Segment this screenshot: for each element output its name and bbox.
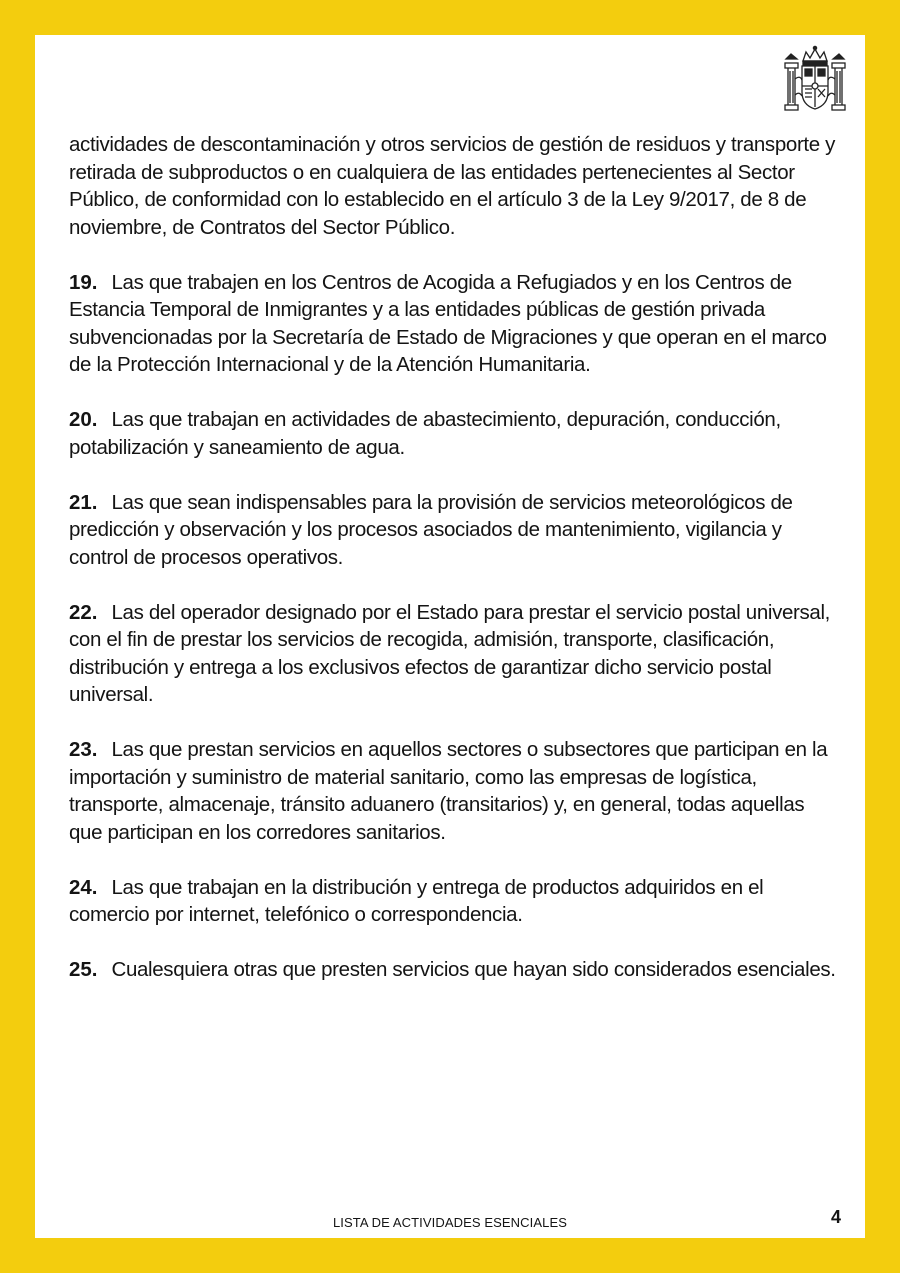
item-text: Las del operador designado por el Estado para prestar el servicio postal universal, con el fin de prestar los servicios de recogida, admisión, transporte, clasificación, distribución y entrega a los exclusivos efectos de garantizar dicho servicio postal universal. (69, 600, 831, 706)
item-text: Las que sean indispensables para la provisión de servicios meteorológicos de predicción y observación y los procesos asociados de mantenimiento, vigilancia y control de procesos operativos. (69, 490, 793, 569)
list-item (69, 874, 841, 929)
item-text: Las que trabajan en actividades de abastecimiento, depuración, conducción, potabilización y saneamiento de agua. (69, 408, 781, 459)
body-text (69, 131, 841, 1011)
item-number: 22. (69, 600, 98, 624)
item-number: 24. (69, 875, 98, 899)
continuation-paragraph: actividades de descontaminación y otros servicios de gestión de residuos y transporte y retirada de subproductos o en cualquiera de las entidades pertenecientes al Sector Público, de conformidad con lo establecido en el artículo 3 de la Ley 9/2017, de 8 de noviembre, de Contratos del Sector Público. (69, 133, 836, 239)
item-number: 25. (69, 958, 98, 981)
coat-of-arms-icon (782, 45, 848, 117)
list-item (69, 599, 841, 709)
item-number: 23. (69, 738, 98, 761)
list-item (69, 956, 841, 984)
page-number: 4 (830, 1207, 841, 1227)
footer-title: LISTA DE ACTIVIDADES ESENCIALES (332, 1215, 568, 1230)
item-number: 19. (69, 270, 98, 294)
list-item (69, 269, 841, 379)
list-item (69, 489, 841, 572)
item-text: Cualesquiera otras que presten servicios que hayan sido considerados esenciales. (111, 958, 836, 981)
item-number: 20. (69, 408, 98, 431)
item-number: 21. (69, 490, 98, 514)
list-item (69, 406, 841, 461)
item-text: Las que prestan servicios en aquellos sectores o subsectores que participan en la importación y suministro de material sanitario, como las empresas de logística, transporte, almacenaje, tránsito aduanero (transitarios) y, en general, todas aquellas que participan en los corredores sanitarios. (69, 738, 828, 844)
document-page (35, 35, 865, 1238)
item-text: Las que trabajan en la distribución y entrega de productos adquiridos en el comercio por internet, telefónico o correspondencia. (69, 875, 764, 926)
list-item (69, 736, 841, 846)
item-text: Las que trabajen en los Centros de Acogida a Refugiados y en los Centros de Estancia Temporal de Inmigrantes y a las entidades públicas de gestión privada subvencionadas por la Secretaría de Estado de Migraciones y que operan en el marco de la Protección Internacional y de la Atención Humanitaria. (69, 270, 827, 376)
